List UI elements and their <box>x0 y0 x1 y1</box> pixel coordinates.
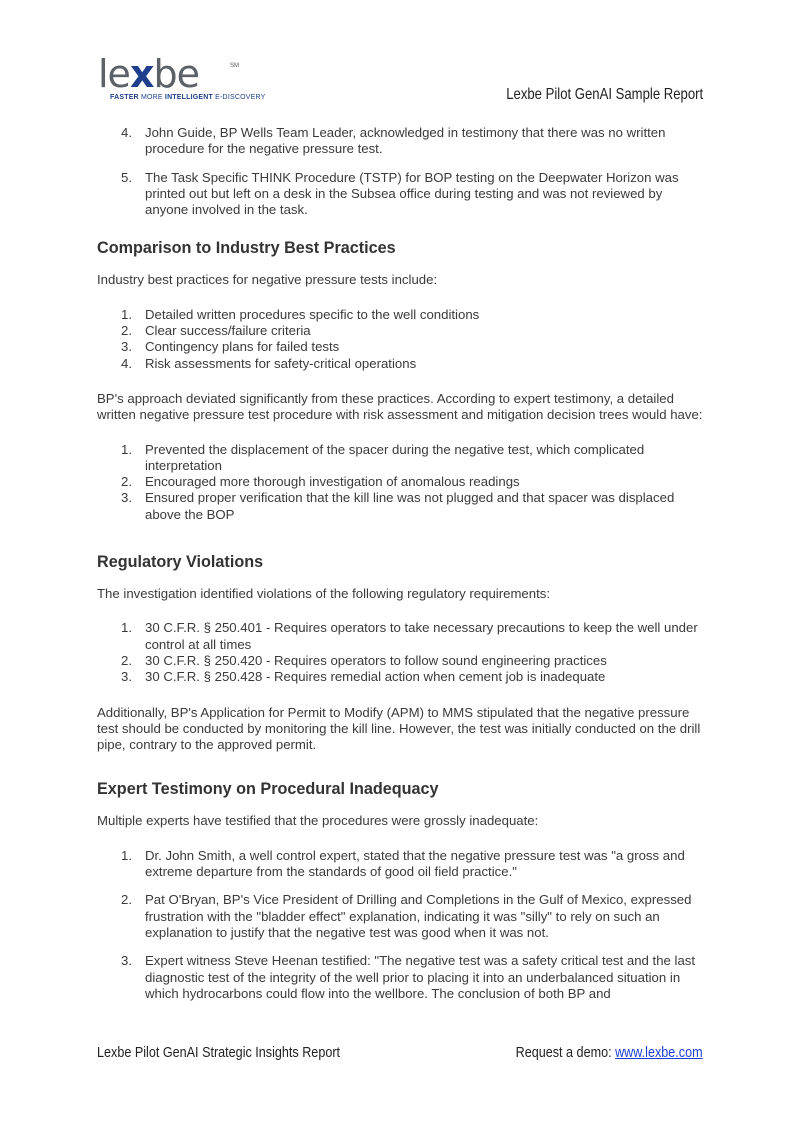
list-item: 3. 30 C.F.R. § 250.428 - Requires remedial action when cement job is inadequate <box>121 669 606 685</box>
lexbe-website-link[interactable]: www.lexbe.com <box>615 1044 703 1061</box>
list-item: 4. Risk assessments for safety-critical operations <box>121 355 417 371</box>
intro-list <box>97 125 707 218</box>
paragraph: The investigation identified violations of the following regulatory requirements: <box>97 586 551 602</box>
would-have-list <box>97 442 707 523</box>
section-heading-regulatory: Regulatory Violations <box>97 553 264 572</box>
list-item: 4. John Guide, BP Wells Team Leader, acknowledged in testimony that there was no written procedure for the negative pressure test. <box>121 125 666 157</box>
list-item: 3. Ensured proper verification that the kill line was not plugged and that spacer was displaced above the BOP <box>121 490 675 522</box>
section-heading-expert: Expert Testimony on Procedural Inadequacy <box>97 780 439 799</box>
page-content <box>97 125 707 1014</box>
logo-service-mark: SM <box>230 63 239 69</box>
list-item: 2. 30 C.F.R. § 250.420 - Requires operators to follow sound engineering practices <box>121 652 607 668</box>
list-item: 1. Dr. John Smith, a well control expert, stated that the negative pressure test was "a gross and extreme departure from the standards of good oil field practice." <box>121 847 685 880</box>
footer-report-title: Lexbe Pilot GenAI Strategic Insights Report <box>97 1044 341 1061</box>
list-item: 5. The Task Specific THINK Procedure (TSTP) for BOP testing on the Deepwater Horizon was printed out but left on a desk in the Subsea office during testing and was not reviewed by anyone involved in the task. <box>121 169 679 218</box>
list-item: 2. Encouraged more thorough investigation of anomalous readings <box>121 474 520 490</box>
list-item: 3. Contingency plans for failed tests <box>121 339 340 355</box>
section-heading-best-practices: Comparison to Industry Best Practices <box>97 239 396 258</box>
paragraph: BP's approach deviated significantly from these practices. According to expert testimony, a detailed written negative pressure test procedure with risk assessment and mitigation decision trees would have: <box>97 390 703 423</box>
lexbe-logo <box>98 52 266 103</box>
paragraph: Industry best practices for negative pressure tests include: <box>97 272 438 288</box>
footer-demo-request: Request a demo: www.lexbe.com <box>516 1044 703 1061</box>
header-title: Lexbe Pilot GenAI Sample Report <box>506 86 703 103</box>
list-item: 3. Expert witness Steve Heenan testified: "The negative test was a safety critical test and the last diagnostic test of the integrity of the well prior to placing it into an underbalanced situation in which hydrocarbons could flow into the wellbore. The conclusion of both BP and <box>121 953 696 1001</box>
list-item: 1. Prevented the displacement of the spacer during the negative test, which complicated interpretation <box>121 441 645 473</box>
list-item: 1. 30 C.F.R. § 250.401 - Requires operators to take necessary precautions to keep the well under control at all times <box>121 620 698 652</box>
list-item: 2. Pat O'Bryan, BP's Vice President of Drilling and Completions in the Gulf of Mexico, expressed frustration with the "bladder effect" explanation, indicating it was "silly" to rely on such an explanation to justify that the negative test was good when it was not. <box>121 892 692 940</box>
paragraph: Multiple experts have testified that the procedures were grossly inadequate: <box>97 813 539 829</box>
list-item: 2. Clear success/failure criteria <box>121 323 311 339</box>
logo-tagline: FASTER MORE INTELLIGENT E-DISCOVERY <box>110 94 266 101</box>
expert-list <box>97 848 707 1002</box>
best-practices-list <box>97 307 707 372</box>
list-item: 1. Detailed written procedures specific to the well conditions <box>121 306 480 322</box>
logo-wordmark: lexbe <box>98 52 199 96</box>
paragraph: Additionally, BP's Application for Permit to Modify (APM) to MMS stipulated that the negative pressure test should be conducted by monitoring the kill line. However, the test was initially conducted on the drill pipe, contrary to the approved permit. <box>97 704 701 753</box>
regulatory-list <box>97 620 707 685</box>
